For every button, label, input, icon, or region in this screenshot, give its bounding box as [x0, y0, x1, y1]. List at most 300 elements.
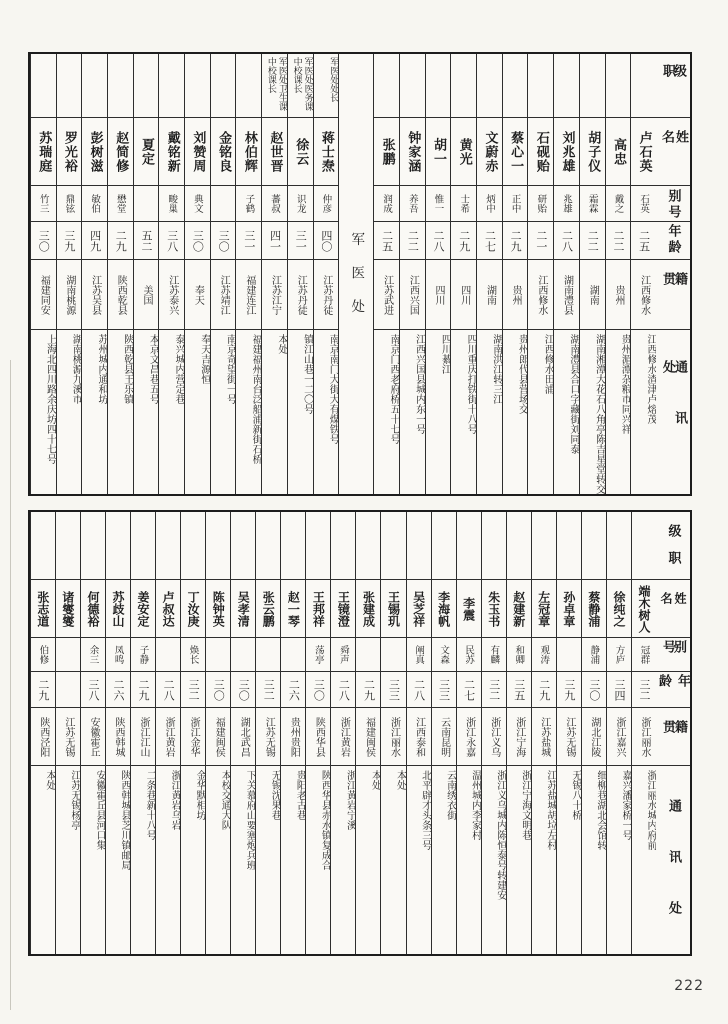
address-cell: 贵阳老古巷 — [294, 770, 306, 820]
rank-cell — [57, 54, 82, 118]
age-cell: 三五 — [507, 672, 531, 708]
name-cell: 王邦祥 — [306, 580, 330, 638]
age-cell: 二五 — [631, 222, 656, 260]
alias-cell — [156, 638, 180, 672]
rank-cell — [131, 512, 155, 580]
rank-cell — [331, 512, 355, 580]
person-column — [107, 54, 133, 494]
header-address: 通讯处 — [666, 798, 681, 952]
person-column — [330, 512, 355, 954]
rank-cell — [432, 512, 456, 580]
alias-cell: 兆雄 — [554, 186, 579, 222]
header-rank: 级职 — [656, 54, 690, 118]
address-cell: 南京奇望街一号 — [224, 334, 236, 404]
address-cell: 奉天吉源恒 — [198, 334, 210, 384]
name-cell: 吴芝祥 — [407, 580, 431, 638]
age-cell: 三四 — [607, 672, 631, 708]
header-alias: 别号 — [656, 186, 690, 222]
alias-cell: 戴之 — [606, 186, 631, 222]
rank-cell — [451, 54, 476, 118]
alias-cell: 典文 — [185, 186, 210, 222]
alias-cell: 养吾 — [400, 186, 425, 222]
address-cell: 本京文昌巷五号 — [147, 334, 159, 404]
rank-cell — [81, 512, 105, 580]
age-cell: 三三 — [381, 672, 405, 708]
row-header-column — [656, 54, 690, 494]
row-header-column — [656, 512, 690, 954]
person-column — [235, 54, 261, 494]
name-cell: 陈钟英 — [206, 580, 230, 638]
address-cell: 江西修水田浦 — [542, 334, 554, 394]
address-cell: 苏州城内通和坊 — [95, 334, 107, 404]
address-cell: 上海北四川路余庆坊四十七号 — [44, 334, 56, 464]
native-place-cell: 江苏无锡 — [256, 708, 280, 766]
rank-cell — [356, 512, 380, 580]
address-cell: 浙江黄岩乌岩 — [169, 770, 181, 830]
address-cell: 本校交通大队 — [219, 770, 231, 830]
alias-cell — [381, 638, 405, 672]
address-cell: 江西修水渣津卢熔茂 — [645, 334, 656, 424]
name-cell: 何德裕 — [81, 580, 105, 638]
rank-cell — [31, 512, 55, 580]
name-cell: 张云鹏 — [256, 580, 280, 638]
person-column — [255, 512, 280, 954]
native-place-cell: 湖南桃源 — [57, 260, 82, 330]
address-cell: 福建福州南台泛船浦新街石桥 — [250, 334, 262, 464]
rank-cell — [206, 512, 230, 580]
person-column — [406, 512, 431, 954]
name-cell: 赵建新 — [507, 580, 531, 638]
rank-cell — [306, 512, 330, 580]
rank-cell — [236, 54, 261, 118]
age-cell: 二九 — [31, 672, 55, 708]
native-place-cell: 福建闽侯 — [356, 708, 380, 766]
rank-cell — [580, 54, 605, 118]
header-address: 通讯处 — [660, 360, 687, 462]
age-cell: 三〇 — [306, 672, 330, 708]
name-cell: 胡一 — [426, 118, 451, 186]
alias-cell: 焕长 — [181, 638, 205, 672]
address-cell: 湖南湘潭大花石八角亭陈吉星堂转交 — [593, 334, 605, 494]
name-cell: 苏瑞庭 — [31, 118, 56, 186]
alias-cell: 正中 — [503, 186, 528, 222]
person-column — [431, 512, 456, 954]
age-cell: 三一 — [236, 222, 261, 260]
address-cell: 江苏盐城胡垃左村 — [544, 770, 556, 850]
rank-cell — [56, 512, 80, 580]
rank-cell — [231, 512, 255, 580]
top-roster-table — [28, 52, 692, 496]
alias-cell: 石英 — [631, 186, 656, 222]
bottom-roster-table — [28, 510, 692, 956]
name-cell: 刘赞周 — [185, 118, 210, 186]
person-column — [205, 512, 230, 954]
address-cell: 本处 — [43, 770, 55, 790]
person-column — [527, 54, 553, 494]
address-cell: 金华默相坊 — [194, 770, 206, 820]
age-cell: 三二 — [632, 672, 656, 708]
age-cell: 二九 — [131, 672, 155, 708]
age-cell: 三三 — [432, 672, 456, 708]
address-cell: 贵州湄潭杂粮市同兴祥 — [619, 334, 631, 434]
name-cell: 徐纯之 — [607, 580, 631, 638]
native-place-cell: 陕西华县 — [306, 708, 330, 766]
age-cell: 二九 — [503, 222, 528, 260]
alias-cell: 霜霖 — [580, 186, 605, 222]
age-cell: 二七 — [477, 222, 502, 260]
native-place-cell: 湖北江陵 — [582, 708, 606, 766]
native-place-cell: 浙江金华 — [181, 708, 205, 766]
name-cell: 黄光 — [451, 118, 476, 186]
alias-cell: 敏伯 — [82, 186, 107, 222]
alias-cell: 畯巢 — [159, 186, 184, 222]
alias-cell — [211, 186, 236, 222]
address-cell: 陕西韩城县芝川镇邮局 — [119, 770, 131, 870]
name-cell: 卢叔达 — [156, 580, 180, 638]
age-cell: 三〇 — [185, 222, 210, 260]
header-native-place: 籍贯 — [656, 260, 690, 330]
native-place-cell: 江苏武进 — [374, 260, 399, 330]
person-column — [373, 54, 399, 494]
header-rank: 级职 — [656, 512, 690, 580]
rank-cell — [477, 54, 502, 118]
person-column — [502, 54, 528, 494]
rank-cell — [457, 512, 481, 580]
page-number: 222 — [674, 978, 704, 994]
native-place-cell: 贵州 — [606, 260, 631, 330]
age-cell: 二五 — [374, 222, 399, 260]
address-cell: 浙江义乌城内陈恒泰号转建安 — [494, 770, 506, 900]
address-cell: 湖南桃源九溪市 — [70, 334, 82, 404]
native-place-cell: 陕西乾县 — [108, 260, 133, 330]
rank-cell — [632, 512, 656, 580]
native-place-cell: 陕西韩城 — [106, 708, 130, 766]
rank-cell — [631, 54, 656, 118]
native-place-cell: 江苏无锡 — [56, 708, 80, 766]
person-column — [55, 512, 80, 954]
alias-cell: 子静 — [131, 638, 155, 672]
native-place-cell: 福建同安 — [31, 260, 56, 330]
native-place-cell: 贵州 — [503, 260, 528, 330]
rank-cell — [503, 54, 528, 118]
name-cell: 罗光裕 — [57, 118, 82, 186]
person-column — [30, 54, 56, 494]
native-place-cell: 浙江江山 — [131, 708, 155, 766]
address-cell: 湖南澧县合口字藏街刘同泰 — [567, 334, 579, 454]
person-column — [261, 54, 287, 494]
address-cell: 二条巷新十八号 — [144, 770, 156, 840]
age-cell: 二六 — [281, 672, 305, 708]
person-column — [287, 54, 313, 494]
name-cell: 左冠章 — [532, 580, 556, 638]
person-column — [280, 512, 305, 954]
person-column — [456, 512, 481, 954]
address-cell: 无锡沈果巷 — [269, 770, 281, 820]
rank-cell — [582, 512, 606, 580]
native-place-cell: 湖南 — [477, 260, 502, 330]
rank-cell — [82, 54, 107, 118]
person-column — [30, 512, 55, 954]
native-place-cell: 浙江黄岩 — [331, 708, 355, 766]
name-cell: 钟家涵 — [400, 118, 425, 186]
age-cell: 三九 — [57, 222, 82, 260]
native-place-cell: 江苏丹徒 — [288, 260, 313, 330]
person-column — [579, 54, 605, 494]
alias-cell: 和卿 — [507, 638, 531, 672]
address-cell: 无锡八十桥 — [569, 770, 581, 820]
name-cell: 蔡心一 — [503, 118, 528, 186]
rank-cell — [532, 512, 556, 580]
name-cell: 张建成 — [356, 580, 380, 638]
alias-cell: 蕃叔 — [262, 186, 287, 222]
rank-cell — [507, 512, 531, 580]
alias-cell: 研贻 — [528, 186, 553, 222]
alias-cell: 方庐 — [607, 638, 631, 672]
header-alias: 别号 — [656, 638, 690, 672]
rank-cell — [607, 512, 631, 580]
person-column — [355, 512, 380, 954]
native-place-cell: 江苏靖江 — [211, 260, 236, 330]
alias-cell: 惟一 — [426, 186, 451, 222]
rank-cell — [106, 512, 130, 580]
age-cell: 三八 — [159, 222, 184, 260]
alias-cell: 仲彦 — [314, 186, 339, 222]
person-column — [133, 54, 159, 494]
age-cell: 三二 — [256, 672, 280, 708]
native-place-cell: 湖南 — [580, 260, 605, 330]
native-place-cell: 陕西泾阳 — [31, 708, 55, 766]
age-cell: 三〇 — [206, 672, 230, 708]
name-cell: 金铭良 — [211, 118, 236, 186]
name-cell: 赵一琴 — [281, 580, 305, 638]
age-cell: 二八 — [331, 672, 355, 708]
name-cell: 胡子仪 — [580, 118, 605, 186]
person-column — [506, 512, 531, 954]
native-place-cell: 江西泰和 — [407, 708, 431, 766]
person-column — [184, 54, 210, 494]
alias-cell: 润成 — [374, 186, 399, 222]
address-cell: 细柳巷湖北会馆转 — [594, 770, 606, 850]
age-cell: 三〇 — [31, 222, 56, 260]
name-cell: 吴孝清 — [231, 580, 255, 638]
address-cell: 陕西华县赤水镇复成合 — [319, 770, 331, 870]
rank-cell: 军医处卫生课中校课长 — [262, 54, 287, 118]
person-column — [556, 512, 581, 954]
rank-cell — [156, 512, 180, 580]
age-cell: 三一 — [288, 222, 313, 260]
rank-cell — [381, 512, 405, 580]
age-cell: 二八 — [156, 672, 180, 708]
native-place-cell: 浙江义乌 — [482, 708, 506, 766]
address-cell: 下关慕府山要塞炮兵班 — [244, 770, 256, 870]
native-place-cell: 福建连江 — [236, 260, 261, 330]
name-cell: 卢石英 — [631, 118, 656, 186]
person-column — [155, 512, 180, 954]
name-cell: 蔡静浦 — [582, 580, 606, 638]
rank-cell — [374, 54, 399, 118]
alias-cell: 观涛 — [532, 638, 556, 672]
rank-cell: 军医处医务课中校课长 — [288, 54, 313, 118]
name-cell: 赵世晋 — [262, 118, 287, 186]
address-cell: 浙江宁海文明巷 — [519, 770, 531, 840]
age-cell: 二八 — [407, 672, 431, 708]
native-place-cell: 浙江丽水 — [381, 708, 405, 766]
age-cell: 二九 — [532, 672, 556, 708]
alias-cell: 冠群 — [632, 638, 656, 672]
name-cell: 诸燮燮 — [56, 580, 80, 638]
native-place-cell: 江苏江宁 — [262, 260, 287, 330]
address-cell: 四川綦江 — [439, 334, 451, 374]
native-place-cell: 浙江嘉兴 — [607, 708, 631, 766]
person-column — [305, 512, 330, 954]
age-cell: 四〇 — [314, 222, 339, 260]
native-place-cell: 江苏无锡 — [557, 708, 581, 766]
header-native-place: 籍贯 — [656, 708, 690, 766]
address-cell: 本处 — [275, 334, 287, 354]
alias-cell — [557, 638, 581, 672]
address-cell: 本处 — [369, 770, 381, 790]
address-cell: 南京门西老府桥五十七号 — [387, 334, 399, 444]
alias-cell: 鼎铉 — [57, 186, 82, 222]
age-cell: 二六 — [106, 672, 130, 708]
name-cell: 彭树滋 — [82, 118, 107, 186]
person-column — [380, 512, 405, 954]
address-cell: 嘉兴潘家桥一号 — [619, 770, 631, 840]
age-cell: 四九 — [82, 222, 107, 260]
native-place-cell: 湖北武昌 — [231, 708, 255, 766]
header-age: 年龄 — [656, 222, 690, 260]
age-cell: 三八 — [81, 672, 105, 708]
age-cell: 二二 — [400, 222, 425, 260]
age-cell: 二九 — [108, 222, 133, 260]
alias-cell: 静浦 — [582, 638, 606, 672]
alias-cell: 识龙 — [288, 186, 313, 222]
name-cell: 刘兆雄 — [554, 118, 579, 186]
native-place-cell: 浙江丽水 — [632, 708, 656, 766]
alias-cell: 阐真 — [407, 638, 431, 672]
name-cell: 戴铭新 — [159, 118, 184, 186]
person-column — [80, 512, 105, 954]
rank-cell — [400, 54, 425, 118]
age-cell: 二八 — [554, 222, 579, 260]
alias-cell: 荡亭 — [306, 638, 330, 672]
person-column — [56, 54, 82, 494]
person-column — [425, 54, 451, 494]
person-column — [450, 54, 476, 494]
name-cell: 朱玉书 — [482, 580, 506, 638]
name-cell: 孙卓章 — [557, 580, 581, 638]
native-place-cell: 江西兴国 — [400, 260, 425, 330]
person-column — [210, 54, 236, 494]
address-cell: 湖南洪江转三江 — [490, 334, 502, 404]
alias-cell — [356, 638, 380, 672]
native-place-cell: 贵州贵阳 — [281, 708, 305, 766]
address-cell: 浙江丽水城内府前 — [645, 770, 656, 850]
native-place-cell: 江西修水 — [528, 260, 553, 330]
rank-cell — [134, 54, 159, 118]
rank-cell — [211, 54, 236, 118]
age-cell: 三〇 — [231, 672, 255, 708]
address-cell: 江苏无锡杨亭 — [68, 770, 80, 830]
age-cell: 三九 — [557, 672, 581, 708]
native-place-cell: 云南昆明 — [432, 708, 456, 766]
age-cell: 二一 — [528, 222, 553, 260]
name-cell: 文蔚赤 — [477, 118, 502, 186]
person-column — [105, 512, 130, 954]
native-place-cell: 福建闽侯 — [206, 708, 230, 766]
age-cell: 二九 — [356, 672, 380, 708]
alias-cell — [281, 638, 305, 672]
age-cell: 三二 — [181, 672, 205, 708]
alias-cell: 炳中 — [477, 186, 502, 222]
native-place-cell: 江苏盐城 — [532, 708, 556, 766]
native-place-cell: 浙江永嘉 — [457, 708, 481, 766]
native-place-cell: 浙江黄岩 — [156, 708, 180, 766]
alias-cell: 伯修 — [31, 638, 55, 672]
rank-cell — [185, 54, 210, 118]
age-cell: 二九 — [451, 222, 476, 260]
person-column — [130, 512, 155, 954]
rank-cell — [31, 54, 56, 118]
name-cell: 夏定 — [134, 118, 159, 186]
address-cell: 北平辟才头条三号 — [419, 770, 431, 850]
alias-cell: 凤鸣 — [106, 638, 130, 672]
name-cell: 丁汝庚 — [181, 580, 205, 638]
rank-cell — [256, 512, 280, 580]
native-place-cell: 四川 — [451, 260, 476, 330]
header-age: 年龄 — [656, 672, 690, 708]
native-place-cell: 四川 — [426, 260, 451, 330]
name-cell: 王镜澄 — [331, 580, 355, 638]
rank-cell — [407, 512, 431, 580]
native-place-cell: 安徽霍丘 — [81, 708, 105, 766]
rank-cell — [606, 54, 631, 118]
alias-cell: 子鹤 — [236, 186, 261, 222]
alias-cell: 舜声 — [331, 638, 355, 672]
rank-cell — [557, 512, 581, 580]
rank-cell — [482, 512, 506, 580]
section-label: 军医处 — [348, 231, 365, 333]
name-cell: 高忠 — [606, 118, 631, 186]
rank-cell — [281, 512, 305, 580]
name-cell: 李海帆 — [432, 580, 456, 638]
native-place-cell: 奉天 — [185, 260, 210, 330]
alias-cell — [206, 638, 230, 672]
age-cell: 五二 — [134, 222, 159, 260]
age-cell: 三二 — [482, 672, 506, 708]
rank-cell — [554, 54, 579, 118]
address-cell: 陕西乾县王乐镇 — [121, 334, 133, 404]
rank-cell — [108, 54, 133, 118]
name-cell: 姜安定 — [131, 580, 155, 638]
alias-cell — [231, 638, 255, 672]
name-cell: 王锡玑 — [381, 580, 405, 638]
person-column — [630, 54, 656, 494]
name-cell: 蒋士焘 — [314, 118, 339, 186]
alias-cell — [256, 638, 280, 672]
alias-cell: 竹三 — [31, 186, 56, 222]
name-cell: 徐云 — [288, 118, 313, 186]
name-cell: 李震 — [457, 580, 481, 638]
rank-cell — [528, 54, 553, 118]
age-cell: 二七 — [457, 672, 481, 708]
native-place-cell: 湖南澧县 — [554, 260, 579, 330]
native-place-cell: 江苏吴县 — [82, 260, 107, 330]
rank-cell: 军医处处长 — [314, 54, 339, 118]
rank-cell — [181, 512, 205, 580]
person-column — [476, 54, 502, 494]
name-cell: 端木树人 — [632, 580, 656, 638]
